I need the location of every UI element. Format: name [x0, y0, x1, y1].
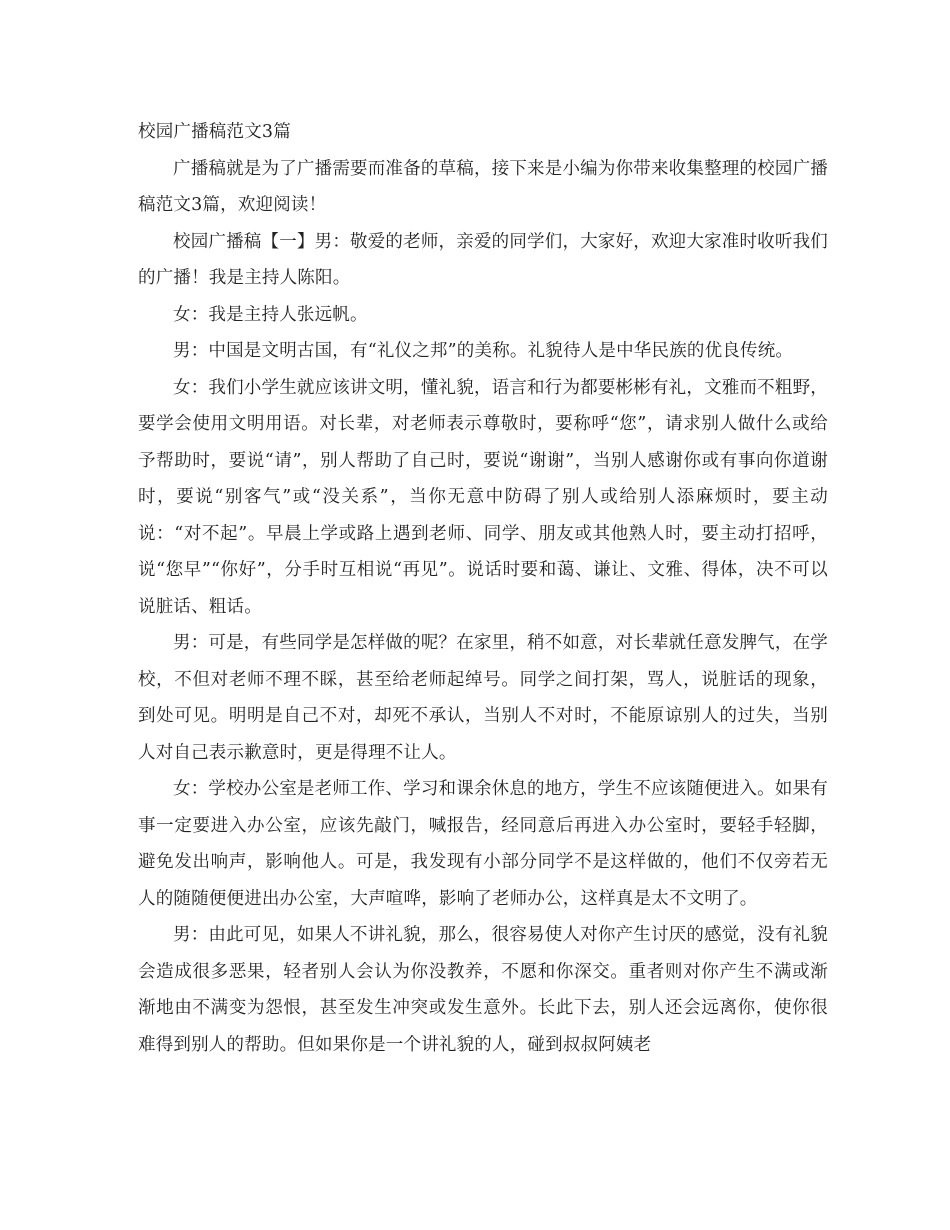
- paragraph-host-female: 女：我是主持人张远帆。: [173, 304, 368, 325]
- paragraph-opening-male: 校园广播稿【一】男：敬爱的老师，亲爱的同学们，大家好，欢迎大家准时收听我们的广播！我是主持人陈阳。: [138, 231, 828, 288]
- paragraph-male-2: 男：中国是文明古国，有“礼仪之邦”的美称。礼貌待人是中华民族的优良传统。: [173, 341, 794, 361]
- paragraph-female-2: 女：我们小学生就应该讲文明，懂礼貌，语言和行为都要彬彬有礼，文雅而不粗野，要学会使用文明用语。对长辈，对老师表示尊敬时，要称呼“您”，请求别人做什么或给予帮助时，要说“请”，别人帮助了自己时，要说“谢谢”，当别人感谢你或有事向你道谢时，要说“别客气”或“没关系”，当你无意中防碍了别人或给别人添麻烦时，要主动说：“对不起”。早晨上学或路上遇到老师、同学、朋友或其他熟人时，要主动打招呼，说“您早”“你好”，分手时互相说“再见”。说话时要和蔼、谦让、文雅、得体，决不可以说脏话、粗话。: [138, 377, 828, 617]
- document-body: [138, 114, 828, 1063]
- paragraph-intro: 广播稿就是为了广播需要而准备的草稿，接下来是小编为你带来收集整理的校园广播稿范文3篇，欢迎阅读！: [138, 158, 828, 215]
- paragraph-male-3: 男：可是，有些同学是怎样做的呢？在家里，稍不如意，对长辈就任意发脾气，在学校，不但对老师不理不睬，甚至给老师起绰号。同学之间打架，骂人，说脏话的现象，到处可见。明明是自己不对，却死不承认，当别人不对时，不能原谅别人的过失，当别人对自己表示歉意时，更是得理不让人。: [138, 633, 828, 763]
- paragraph-male-4: 男：由此可见，如果人不讲礼貌，那么，很容易使人对你产生讨厌的感觉，没有礼貌会造成很多恶果，轻者别人会认为你没教养，不愿和你深交。重者则对你产生不满或渐渐地由不满变为怨恨，甚至发生冲突或发生意外。长此下去，别人还会远离你，使你很难得到别人的帮助。但如果你是一个讲礼貌的人，碰到叔叔阿姨老: [138, 925, 828, 1055]
- paragraph-female-3: 女：学校办公室是老师工作、学习和课余休息的地方，学生不应该随便进入。如果有事一定要进入办公室，应该先敲门，喊报告，经同意后再进入办公室时，要轻手轻脚，避免发出响声，影响他人。可是，我发现有小部分同学不是这样做的，他们不仅旁若无人的随随便便进出办公室，大声喧哗，影响了老师办公，这样真是太不文明了。: [138, 779, 828, 909]
- document-title: 校园广播稿范文3篇: [138, 122, 291, 142]
